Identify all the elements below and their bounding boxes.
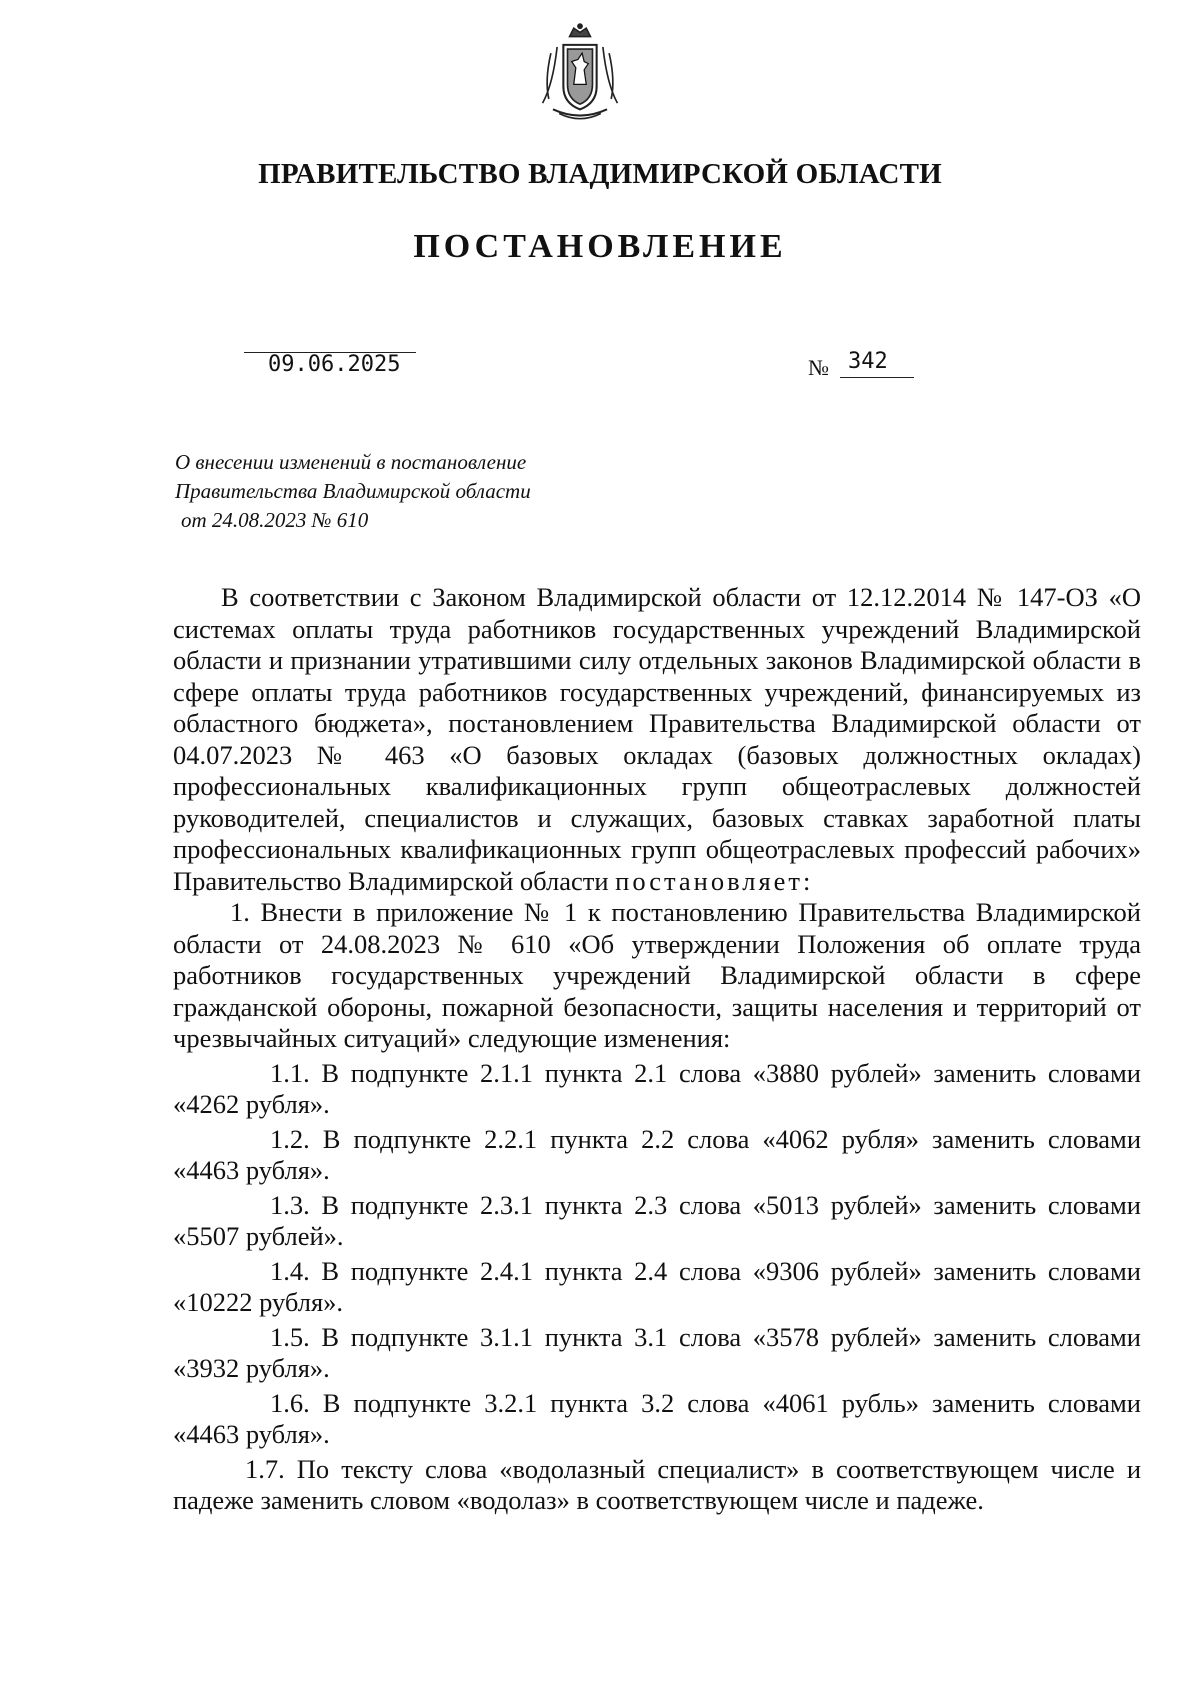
number-sign: № (808, 355, 829, 380)
decree-number: 342 (848, 349, 888, 374)
decree-subject (175, 448, 645, 535)
preamble-text: В соответствии с Законом Владимирской области от 12.12.2014 № 147-ОЗ «О системах оплаты труда работников государственных учреждений Владимирской области и признании утратившими силу отдельных законов Владимирской области в сфере оплаты труда работников государственных учреждений, финансируемых из областного бюджета», постановлением Правительства Владимирской области от 04.07.2023 № 463 «О базовых окладах (базовых должностных окладах) профессиональных квалификационных групп общеотраслевых должностей руководителей, специалистов и служащих, базовых ставках заработной платы профессиональных квалификационных групп общеотраслевых профессий рабочих» Правительство Владимирской области (173, 582, 1141, 896)
subitem-1-7: 1.7. По тексту слова «водолазный специалист» в соответствующем числе и падеже заменить словом «водолаз» в соответствующем числе и падеже. (173, 1453, 1141, 1515)
decree-date: 09.06.2025 (268, 352, 401, 377)
decree-body (173, 582, 1141, 1517)
subject-line: от 24.08.2023 № 610 (181, 508, 369, 532)
subitem-1-5: 1.5. В подпункте 3.1.1 пункта 3.1 слова «3578 рублей» заменить словами «3932 рубля». (173, 1321, 1141, 1383)
number-underline (840, 377, 914, 378)
government-title: ПРАВИТЕЛЬСТВО ВЛАДИМИРСКОЙ ОБЛАСТИ (258, 158, 942, 190)
document-type-title: ПОСТАНОВЛЕНИЕ (413, 228, 787, 265)
preamble-paragraph (173, 582, 1141, 897)
subitem-1-2: 1.2. В подпункте 2.2.1 пункта 2.2 слова «4062 рубля» заменить словами «4463 рубля». (173, 1123, 1141, 1185)
coat-of-arms-icon (528, 22, 632, 126)
date-underline (244, 352, 416, 353)
item-1-paragraph: 1. Внести в приложение № 1 к постановлению Правительства Владимирской области от 24.08.2023 № 610 «Об утверждении Положения об оплате труда работников государственных учреждений Владимирской области в сфере гражданской обороны, пожарной безопасности, защиты населения и территорий от чрезвычайных ситуаций» следующие изменения: (173, 897, 1141, 1053)
subitem-1-1: 1.1. В подпункте 2.1.1 пункта 2.1 слова «3880 рублей» заменить словами «4262 рубля». (173, 1057, 1141, 1119)
subitem-1-3: 1.3. В подпункте 2.3.1 пункта 2.3 слова «5013 рублей» заменить словами «5507 рублей». (173, 1189, 1141, 1251)
subitem-1-4: 1.4. В подпункте 2.4.1 пункта 2.4 слова «9306 рублей» заменить словами «10222 рубля». (173, 1255, 1141, 1317)
subitem-1-6: 1.6. В подпункте 3.2.1 пункта 3.2 слова «4061 рубль» заменить словами «4463 рубля». (173, 1387, 1141, 1449)
subject-line: О внесении изменений в постановление (175, 450, 527, 474)
subject-line: Правительства Владимирской области (175, 479, 531, 503)
decree-word: постановляет: (615, 865, 814, 896)
